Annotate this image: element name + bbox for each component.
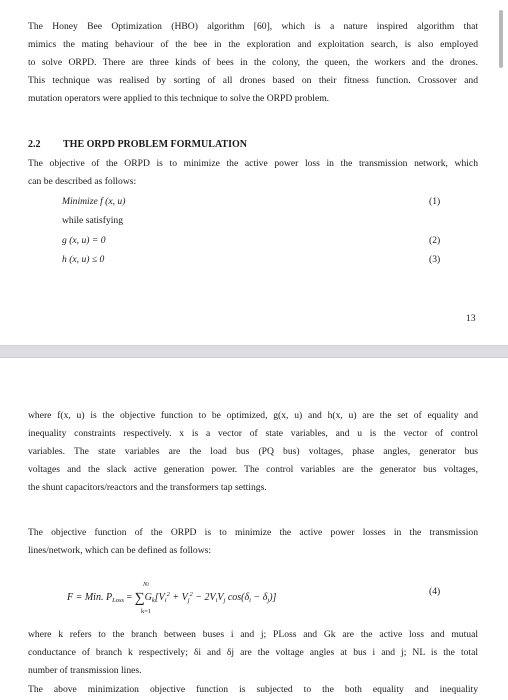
equation-inequality-constraint: h (x, u) ≤ 0 [62, 254, 105, 265]
loss-formula: F = Min. $P_{Loss} = \sum G_k[V_i^2 + V_j^2 - 2V_iV_j$ $\cos(\delta_i - \delta_j)$] [67, 591, 277, 606]
constraints-intro-paragraph [28, 681, 478, 699]
sum-upper-limit: Nl [143, 581, 149, 588]
paragraph-line: where k refers to the branch between buses i and j; PLoss and Gk are the active loss and mutual [28, 629, 478, 640]
paragraph-line: where f(x, u) is the objective function to be optimized, g(x, u) and h(x, u) are the set of equality and [28, 410, 478, 421]
paragraph-line: to solve ORPD. There are three kinds of bees in the colony, the queen, the workers and the drones. [28, 57, 478, 68]
while-satisfying-text: while satisfying [62, 215, 124, 226]
document-page-14 [0, 358, 508, 700]
intro-paragraph [28, 18, 478, 108]
page-number: 13 [466, 313, 476, 324]
paragraph-line: mimics the mating behaviour of the bee in the exploration and exploitation search, is also employed [28, 39, 478, 50]
paragraph-line: conductance of branch k respectively; δi and δj are the voltage angles at bus i and j; NL is the total [28, 647, 478, 658]
paragraph-line: lines/network, which can be defined as follows: [28, 545, 212, 556]
paragraph-line: The objective of the ORPD is to minimize the active power loss in the transmission network, which [28, 158, 478, 169]
vertical-scrollbar-thumb[interactable] [499, 10, 503, 68]
paragraph-line: number of transmission lines. [28, 665, 142, 676]
paragraph-line: variables. The state variables are the load bus (PQ bus) voltages, phase angles, generator bus [28, 446, 478, 457]
equation-number-1: (1) [429, 196, 441, 207]
equation-number-4: (4) [429, 586, 441, 597]
paragraph-line: The objective function of the ORPD is to minimize the active power losses in the transmission [28, 527, 478, 538]
sum-lower-limit: k=1 [141, 608, 152, 615]
paragraph-line: The Honey Bee Optimization (HBO) algorithm [60], which is a nature inspired algorithm that [28, 21, 478, 32]
paragraph-line: the shunt capacitors/reactors and the transformers tap settings. [28, 482, 267, 493]
paragraph-line: mutation operators were applied to this technique to solve the ORPD problem. [28, 93, 330, 104]
paragraph-line: The above minimization objective function is subjected to the both equality and inequality [28, 684, 478, 695]
formula-explanation-paragraph [28, 626, 478, 680]
section-number: 2.2 [28, 139, 41, 150]
objective-paragraph [28, 155, 478, 191]
paragraph-line: can be described as follows: [28, 176, 137, 187]
paragraph-line: This technique was realised by sorting of all drones based on their fitness function. Crossover and [28, 75, 478, 86]
section-title: THE ORPD PROBLEM FORMULATION [63, 139, 247, 150]
paragraph-line: voltages and the slack active generation power. The control variables are the generator bus voltages, [28, 464, 478, 475]
page-separator [0, 345, 508, 358]
definitions-paragraph [28, 407, 478, 497]
equation-number-2: (2) [429, 235, 441, 246]
paragraph-line: inequality constraints respectively. x is a vector of state variables, and u is the vector of control [28, 428, 478, 439]
equation-number-3: (3) [429, 254, 441, 265]
equation-minimize: Minimize f (x, u) [62, 196, 126, 207]
summation-symbol: ∑ [134, 591, 145, 606]
objective-function-paragraph [28, 524, 478, 560]
equation-equality-constraint: g (x, u) = 0 [62, 235, 106, 246]
document-page-13 [0, 0, 508, 345]
